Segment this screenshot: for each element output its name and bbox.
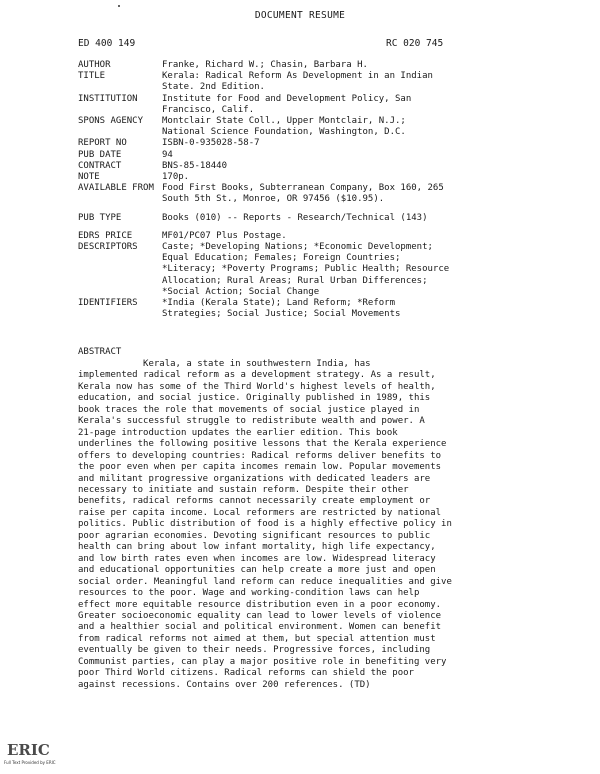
field-label: EDRS PRICE — [78, 230, 133, 241]
field-contract — [78, 161, 578, 172]
eric-logo-mark — [6, 738, 50, 760]
field-label: SPONS AGENCY — [78, 116, 144, 127]
field-spons-agency — [78, 116, 578, 138]
field-edrs-price — [78, 231, 578, 242]
field-value: MF01/PC07 Plus Postage. — [162, 230, 287, 241]
field-institution — [78, 94, 578, 116]
field-author — [78, 60, 578, 71]
document-title: DOCUMENT RESUME — [254, 10, 346, 21]
eric-logo — [6, 738, 50, 760]
field-value: Franke, Richard W.; Chasin, Barbara H. — [162, 60, 368, 70]
field-identifiers — [78, 298, 578, 320]
field-title — [78, 71, 578, 93]
field-label: REPORT NO — [78, 138, 127, 149]
field-label: IDENTIFIERS — [78, 298, 138, 309]
field-label: NOTE — [78, 172, 100, 183]
field-value: 170p. — [162, 172, 190, 183]
rc-number: RC 020 745 — [386, 38, 444, 49]
metadata-fields — [78, 60, 578, 320]
field-label: CONTRACT — [78, 160, 122, 171]
field-note — [78, 172, 578, 183]
field-label: AVAILABLE FROM — [78, 183, 154, 194]
field-pub-date — [78, 150, 578, 161]
field-label: PUB DATE — [78, 149, 122, 160]
field-value: BNS-85-18440 — [162, 160, 228, 171]
field-pub-type — [78, 213, 578, 224]
field-available-from — [78, 183, 578, 205]
eric-logo-subtext: Full Text Provided by ERIC — [4, 760, 56, 765]
ed-number: ED 400 149 — [78, 38, 136, 49]
field-report-no — [78, 138, 578, 149]
field-value: Caste; *Developing Nations; *Economic Development; Equal Education; Females; Foreign Countries; *Literacy; *Poverty Programs; Public Health; Resource Allocation; Rural Areas; Rural Urban Differences; *Social Action; Social Change — [162, 242, 450, 297]
field-descriptors — [78, 242, 578, 298]
field-value: Books (010) -- Reports - Research/Technical (143) — [162, 212, 428, 223]
field-label: DESCRIPTORS — [78, 242, 138, 253]
field-value: *India (Kerala State); Land Reform; *Reform Strategies; Social Justice; Social Movements — [162, 298, 401, 320]
field-label: PUB TYPE — [78, 212, 122, 223]
field-value: Kerala: Radical Reform As Development in an Indian State. 2nd Edition. — [162, 71, 433, 93]
field-label: TITLE — [78, 71, 106, 82]
field-value: ISBN-0-935028-58-7 — [162, 138, 260, 149]
field-value: Institute for Food and Development Policy, San Francisco, Calif. — [162, 93, 412, 115]
scan-speck — [118, 5, 120, 7]
field-value: Food First Books, Subterranean Company, Box 160, 265 South 5th St., Monroe, OR 97456 ($10.95). — [162, 183, 444, 205]
abstract-text: Kerala, a state in southwestern India, has implemented radical reform as a development strategy. As a result, Kerala now has some of the Third World's highest levels of health, education, and social justice. Originally published in 1989, this book traces the role that movements of social justice played in Kerala's successful struggle to redistribute wealth and power. A 21-page introduction updates the earlier edition. This book underlines the following positive lessons that the Kerala experience offers to developing countries: Radical reforms deliver benefits to the poor even when per capita incomes remain low. Popular movements and militant progressive organizations with dedicated leaders are necessary to initiate and sustain reform. Despite their other benefits, radical reforms cannot necessarily create employment or raise per capita income. Local reformers are restricted by national politics. Public distribution of food is a highly effective policy in poor agrarian economies. Devoting significant resources to public health can bring about low infant mortality, high life expectancy, and low birth rates even when incomes are low. Widespread literacy and educational opportunities can help create a more just and open social order. Meaningful land reform can reduce inequalities and give resources to the poor. Wage and working-condition laws can help effect more equitable resource distribution even in a poor economy. Greater socioeconomic equality can lead to lower levels of violence and a healthier social and political environment. Women can benefit from radical reforms not aimed at them, but special attention must eventually be given to their needs. Progressive forces, including Communist parties, can play a major positive role in benefiting very poor Third World citizens. Radical reforms can shield the poor against recessions. Contains over 200 references. (TD) — [78, 359, 452, 690]
field-label: AUTHOR — [78, 60, 111, 70]
field-value: Montclair State Coll., Upper Montclair, N.J.; National Science Foundation, Washington, D.C. — [162, 116, 406, 138]
eric-logo-text: ERIC — [7, 741, 50, 759]
abstract-heading: ABSTRACT — [78, 347, 122, 357]
field-value: 94 — [162, 149, 173, 160]
field-label: INSTITUTION — [78, 93, 138, 104]
